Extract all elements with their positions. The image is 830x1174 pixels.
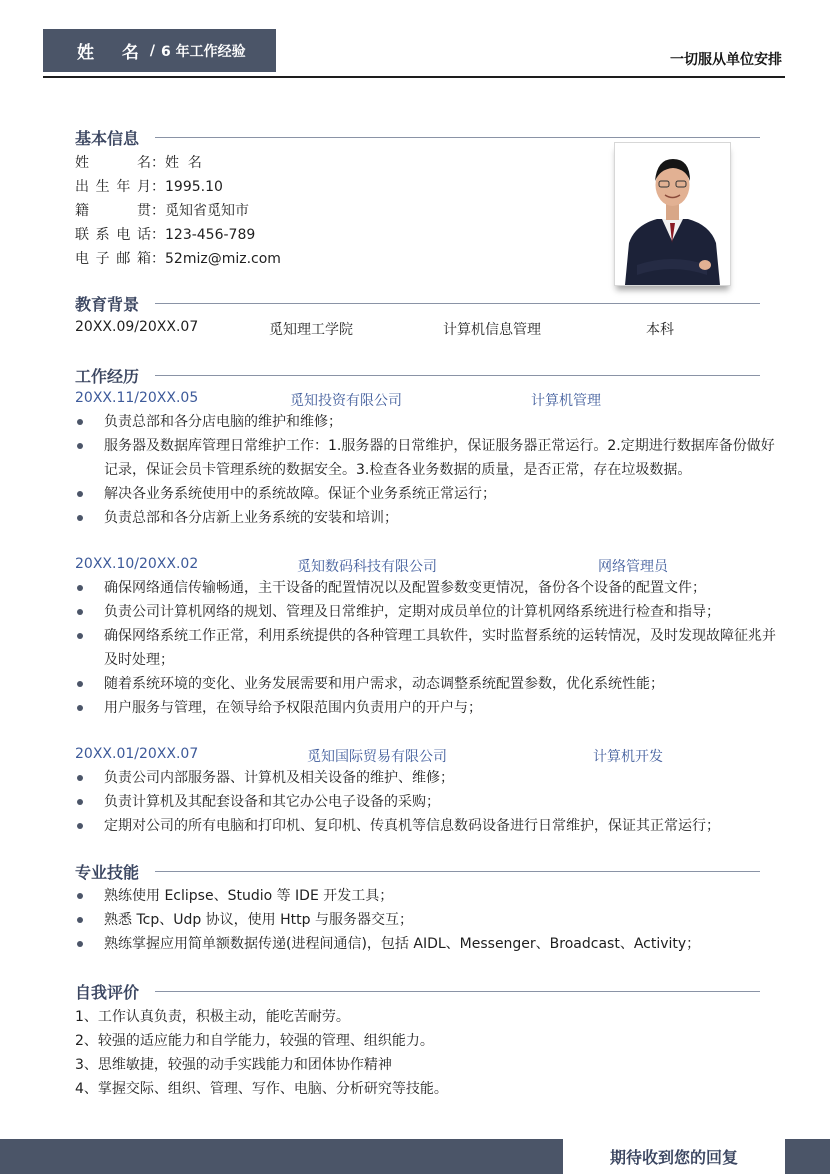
education-school: 觅知理工学院 [269,322,353,338]
footer-bar-right [785,1139,830,1174]
section-title-work: 工作经历 [75,364,760,387]
header-experience: 6 年工作经验 [161,43,246,60]
job-2-item: 确保网络通信传输畅通，主干设备的配置情况以及配置参数变更情况，备份各个设备的配置文件； [75,576,785,600]
section-title-skills: 专业技能 [75,860,760,883]
education-major: 计算机信息管理 [443,322,541,338]
section-title-education: 教育背景 [75,292,760,315]
profile-photo [614,142,731,286]
section-title-self: 自我评价 [75,980,760,1003]
skill-item: 熟悉 Tcp、Udp 协议，使用 Http 与服务器交互； [75,908,785,932]
job-2-item: 随着系统环境的变化、业务发展需要和用户需求，动态调整系统配置参数，优化系统性能； [75,672,785,696]
job-3-item: 负责公司内部服务器、计算机及相关设备的维护、维修； [75,766,785,790]
job-3-item: 负责计算机及其配套设备和其它办公电子设备的采购； [75,790,785,814]
section-title-basic: 基本信息 [75,126,760,149]
self-eval-item: 4、掌握交际、组织、管理、写作、电脑、分析研究等技能。 [75,1081,448,1097]
job-1-item: 负责总部和各分店电脑的维护和维修； [75,410,785,434]
job-2-item: 用户服务与管理，在领导给予权限范围内负责用户的开户与； [75,696,785,720]
job-2-item: 负责公司计算机网络的规划、管理及日常维护，定期对成员单位的计算机网络系统进行检查和指导； [75,600,785,624]
job-3-position: 计算机开发 [593,749,663,765]
basic-row-email: 电子邮箱：52miz@miz.com [75,251,281,267]
job-3-item: 定期对公司的所有电脑和打印机、复印机、传真机等信息数码设备进行日常维护，保证其正常运行； [75,814,785,838]
footer-bar-left [0,1139,563,1174]
job-3-company: 觅知国际贸易有限公司 [307,749,447,765]
education-degree: 本科 [646,322,674,338]
header-slogan: 一切服从单位安排 [670,52,782,68]
job-1-item: 负责总部和各分店新上业务系统的安装和培训； [75,506,785,530]
header-separator: / [149,42,156,59]
header-divider [43,76,785,78]
person-portrait-icon [615,143,730,285]
header-name: 姓 名 [77,43,150,63]
job-1-item: 服务器及数据库管理日常维护工作：1.服务器的日常维护，保证服务器正常运行。2.定期进行数据库备份做好记录，保证会员卡管理系统的数据安全。3.检查各业务数据的质量，是否正常，存在垃圾数据。 [75,434,785,482]
basic-row-phone: 联系电话：123-456-789 [75,227,256,243]
skill-item: 熟练使用 Eclipse、Studio 等 IDE 开发工具； [75,884,785,908]
basic-row-name: 姓名：姓 名 [75,155,202,171]
basic-row-birth: 出生年月：1995.10 [75,179,223,195]
header-name-bar [43,29,276,72]
basic-row-origin: 籍贯：觅知省觅知市 [75,203,249,219]
job-3-period: 20XX.01/20XX.07 [75,746,199,762]
skill-item: 熟练掌握应用简单额数据传递(进程间通信)，包括 AIDL、Messenger、Broadcast、Activity； [75,932,785,956]
job-2-company: 觅知数码科技有限公司 [297,559,437,575]
job-2-position: 网络管理员 [598,559,668,575]
footer-text: 期待收到您的回复 [609,1148,738,1167]
job-1-position: 计算机管理 [531,393,601,409]
job-1-company: 觅知投资有限公司 [290,393,402,409]
job-2-item: 确保网络系统工作正常，利用系统提供的各种管理工具软件，实时监督系统的运转情况，及时发现故障征兆并及时处理； [75,624,785,672]
job-2-period: 20XX.10/20XX.02 [75,556,199,572]
job-1-item: 解决各业务系统使用中的系统故障。保证个业务系统正常运行； [75,482,785,506]
self-eval-item: 3、思维敏捷，较强的动手实践能力和团体协作精神 [75,1057,392,1073]
job-1-period: 20XX.11/20XX.05 [75,390,199,406]
self-eval-item: 1、工作认真负责，积极主动，能吃苦耐劳。 [75,1009,350,1025]
education-period: 20XX.09/20XX.07 [75,319,199,335]
self-eval-item: 2、较强的适应能力和自学能力，较强的管理、组织能力。 [75,1033,434,1049]
